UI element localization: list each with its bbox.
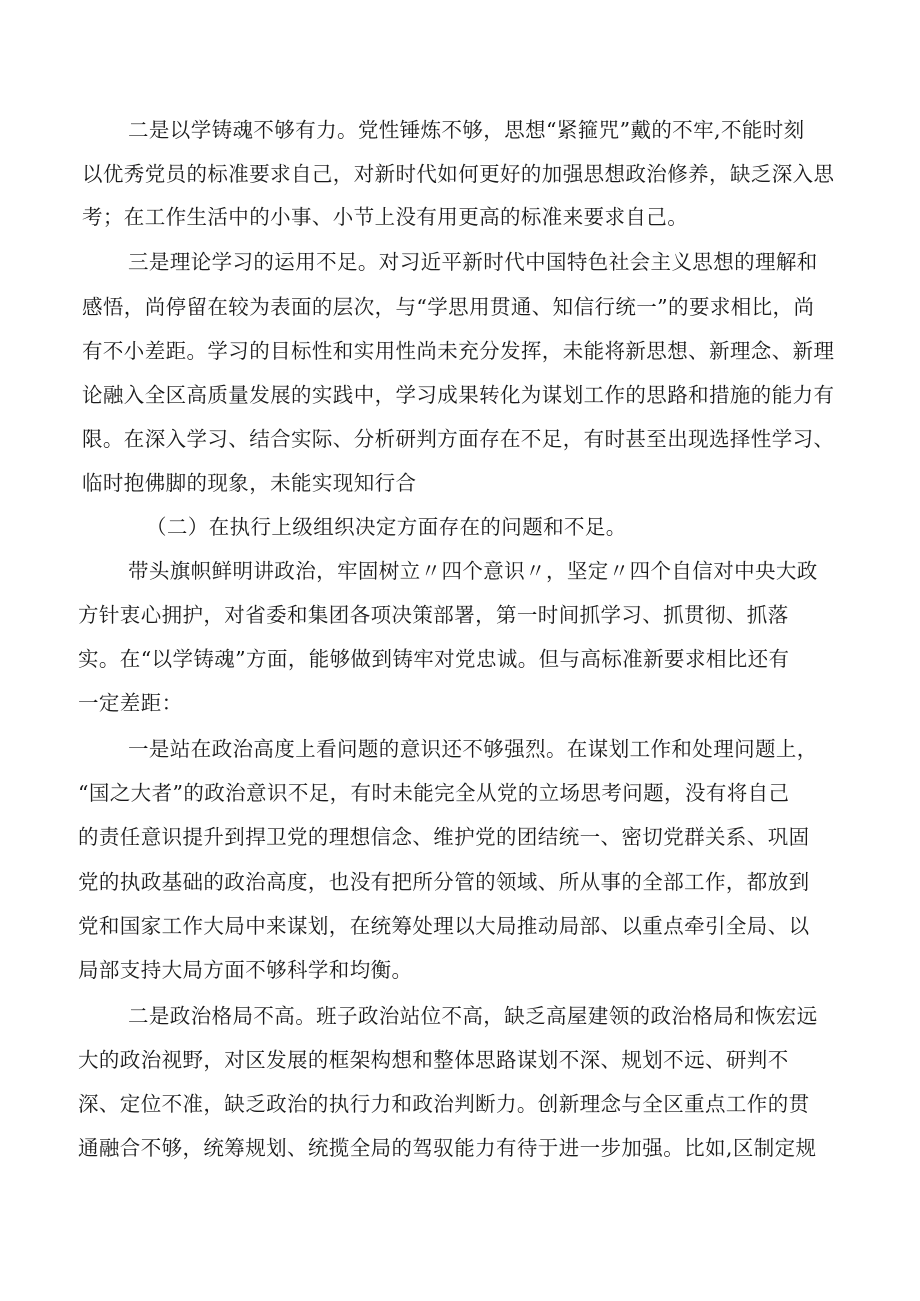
text-line: 感悟，尚停留在较为表面的层次，与“学思用贯通、知信行统一”的要求相比，尚 xyxy=(82,295,815,319)
text-line: 党的执政基础的政治高度，也没有把所分管的领域、所从事的全部工作，都放到 xyxy=(78,870,810,894)
text-line: 二是政治格局不高。班子政治站位不高，缺乏高屋建领的政治格局和恢宏远 xyxy=(128,1004,818,1028)
text-line: 论融入全区高质量发展的实践中，学习成果转化为谋划工作的思路和措施的能力有 xyxy=(82,383,835,407)
text-line: 以优秀党员的标准要求自己，对新时代如何更好的加强思想政治修养，缺乏深入思 xyxy=(82,162,835,186)
text-line: 通融合不够，统筹规划、统揽全局的驾驭能力有待于进一步加强。比如,区制定规 xyxy=(78,1136,817,1160)
text-line: 有不小差距。学习的目标性和实用性尚未充分发挥，未能将新思想、新理念、新理 xyxy=(82,339,835,363)
text-line: 实。在“以学铸魂”方面，能够做到铸牢对党忠诚。但与高标准新要求相比还有 xyxy=(78,647,790,671)
text-line: 二是以学铸魂不够有力。党性锤炼不够，思想“紧箍咒”戴的不牢,不能时刻 xyxy=(128,118,805,142)
text-line: 的责任意识提升到捍卫党的理想信念、维护党的团结统一、密切党群关系、巩固 xyxy=(78,825,810,849)
text-line: 大的政治视野，对区发展的框架构想和整体思路谋划不深、规划不远、研判不 xyxy=(78,1048,789,1072)
text-line: “国之大者”的政治意识不足，有时未能完全从党的立场思考问题，没有将自己 xyxy=(78,781,790,805)
text-line: 局部支持大局方面不够科学和均衡。 xyxy=(78,958,413,982)
text-line: 三是理论学习的运用不足。对习近平新时代中国特色社会主义思想的理解和 xyxy=(128,250,818,274)
text-line: 临时抱佛脚的现象，未能实现知行合 xyxy=(82,471,417,495)
text-line: 党和国家工作大局中来谋划，在统筹处理以大局推动局部、以重点牵引全局、以 xyxy=(78,914,810,938)
text-line: 带头旗帜鲜明讲政治，牢固树立〃四个意识〃，坚定〃四个自信对中央大政 xyxy=(128,559,818,583)
text-line: 一定差距： xyxy=(78,691,183,715)
text-line: 限。在深入学习、结合实际、分析研判方面存在不足，有时甚至出现选择性学习、 xyxy=(82,427,835,451)
text-line: 方针衷心拥护，对省委和集团各项决策部署，第一时间抓学习、抓贯彻、抓落 xyxy=(78,603,789,627)
section-heading: （二）在执行上级组织决定方面存在的问题和不足。 xyxy=(146,515,627,539)
text-line: 考；在工作生活中的小事、小节上没有用更高的标准来要求自己。 xyxy=(82,205,689,229)
text-line: 一是站在政治高度上看问题的意识还不够强烈。在谋划工作和处理问题上， xyxy=(128,737,818,761)
text-line: 深、定位不准，缺乏政治的执行力和政治判断力。创新理念与全区重点工作的贯 xyxy=(78,1092,810,1116)
